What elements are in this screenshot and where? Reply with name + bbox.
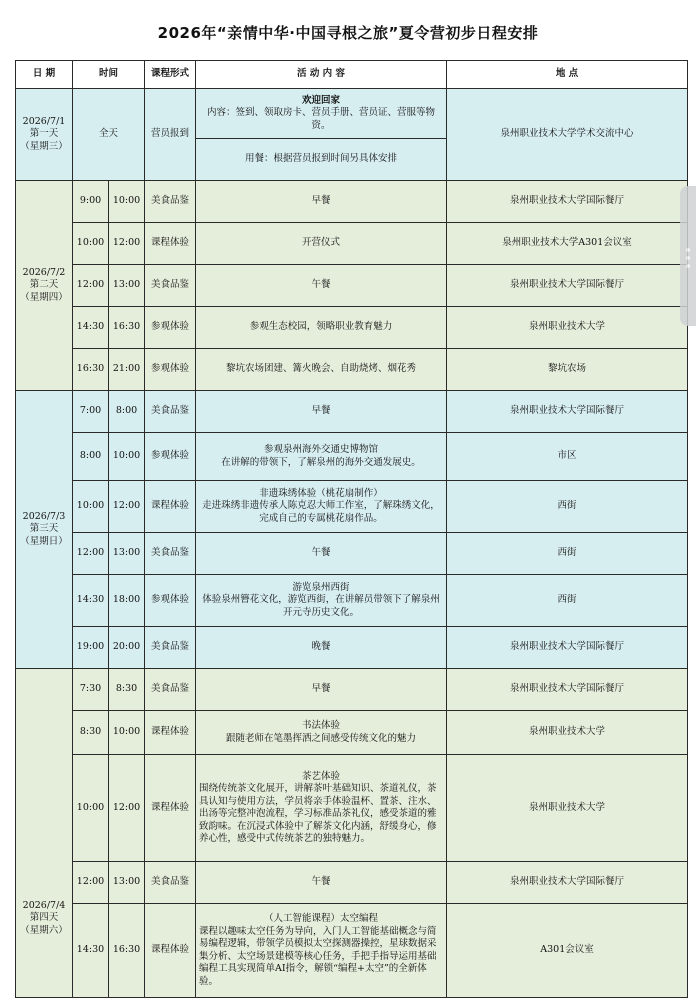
start-time: 10:00: [73, 481, 109, 533]
activity-cell: 晚餐: [196, 627, 447, 669]
format-cell: 美食品鉴: [145, 265, 196, 307]
day-cell: 2026/7/4 第四天 （星期六）: [16, 669, 73, 998]
end-time: 16:30: [109, 307, 145, 349]
activity-cell: 早餐: [196, 391, 447, 433]
format-cell: 美食品鉴: [145, 391, 196, 433]
table-row: [16, 433, 688, 481]
format-cell: 美食品鉴: [145, 627, 196, 669]
start-time: 16:30: [73, 349, 109, 391]
format-cell: 营员报到: [145, 89, 196, 181]
table-row: [16, 627, 688, 669]
header-format: 课程形式: [145, 61, 196, 89]
format-cell: 美食品鉴: [145, 862, 196, 904]
activity-cell: 非遗珠绣体验（桃花扇制作） 走进珠绣非遗传承人陈克忍大师工作室，了解珠绣文化，完成自己的专属桃花扇作品。: [196, 481, 447, 533]
start-time: 8:00: [73, 433, 109, 481]
header-location: 地 点: [447, 61, 688, 89]
location-cell: 泉州职业技术大学国际餐厅: [447, 669, 688, 711]
table-row: [16, 307, 688, 349]
end-time: 8:30: [109, 669, 145, 711]
header-time: 时间: [73, 61, 145, 89]
table-row: [16, 223, 688, 265]
location-cell: 泉州职业技术大学国际餐厅: [447, 862, 688, 904]
location-cell: 市区: [447, 433, 688, 481]
start-time: 12:00: [73, 862, 109, 904]
end-time: 10:00: [109, 181, 145, 223]
format-cell: 美食品鉴: [145, 181, 196, 223]
activity-cell: 书法体验 跟随老师在笔墨挥洒之间感受传统文化的魅力: [196, 711, 447, 755]
activity-cell: 茶艺体验 围绕传统茶文化展开，讲解茶叶基础知识、茶道礼仪，茶具认知与使用方法，学员将亲手体验温杯、置茶、注水、出汤等完整冲泡流程，学习标准品茶礼仪，感受茶道的雅致韵味。在沉浸式体验中了解茶文化内涵，舒缓身心，修养心性，感受中式传统茶艺的独特魅力。: [196, 755, 447, 862]
schedule-table: [15, 60, 688, 998]
day-cell: 2026/7/1 第一天 （星期三）: [16, 89, 73, 181]
activity-cell: 早餐: [196, 181, 447, 223]
format-cell: 参观体验: [145, 575, 196, 627]
end-time: 18:00: [109, 575, 145, 627]
table-row: [16, 349, 688, 391]
table-row: [16, 755, 688, 862]
end-time: 13:00: [109, 265, 145, 307]
grip-dot-icon: [686, 264, 690, 268]
activity-cell: 欢迎回家 内容：签到、领取房卡、营员手册、营员证、营服等物资。: [196, 89, 447, 139]
location-cell: 泉州职业技术大学国际餐厅: [447, 391, 688, 433]
format-cell: 参观体验: [145, 349, 196, 391]
start-time: 10:00: [73, 223, 109, 265]
table-row: [16, 265, 688, 307]
activity-cell: 黎坑农场团建、篝火晚会、自助烧烤、烟花秀: [196, 349, 447, 391]
end-time: 13:00: [109, 862, 145, 904]
end-time: 10:00: [109, 433, 145, 481]
end-time: 12:00: [109, 481, 145, 533]
activity-cell: 参观生态校园，领略职业教育魅力: [196, 307, 447, 349]
start-time: 14:30: [73, 307, 109, 349]
end-time: 12:00: [109, 223, 145, 265]
start-time: 14:30: [73, 904, 109, 998]
activity-cell: 早餐: [196, 669, 447, 711]
start-time: 19:00: [73, 627, 109, 669]
format-cell: 参观体验: [145, 307, 196, 349]
location-cell: 西街: [447, 533, 688, 575]
grip-dot-icon: [686, 248, 690, 252]
location-cell: A301会议室: [447, 904, 688, 998]
location-cell: 泉州职业技术大学: [447, 307, 688, 349]
table-row: [16, 575, 688, 627]
location-cell: 泉州职业技术大学: [447, 755, 688, 862]
location-cell: 泉州职业技术大学国际餐厅: [447, 265, 688, 307]
location-cell: 泉州职业技术大学学术交流中心: [447, 89, 688, 181]
table-row: [16, 89, 688, 139]
activity-cell: 午餐: [196, 862, 447, 904]
table-row: [16, 669, 688, 711]
activity-cell: 用餐：根据营员报到时间另具体安排: [196, 139, 447, 181]
table-row: [16, 711, 688, 755]
table-row: [16, 391, 688, 433]
table-row: [16, 481, 688, 533]
activity-cell: 午餐: [196, 533, 447, 575]
format-cell: 课程体验: [145, 711, 196, 755]
location-cell: 泉州职业技术大学国际餐厅: [447, 627, 688, 669]
end-time: 20:00: [109, 627, 145, 669]
end-time: 12:00: [109, 755, 145, 862]
table-row: [16, 862, 688, 904]
start-time: 10:00: [73, 755, 109, 862]
grip-dot-icon: [686, 256, 690, 260]
end-time: 13:00: [109, 533, 145, 575]
location-cell: 泉州职业技术大学: [447, 711, 688, 755]
header-activity: 活 动 内 容: [196, 61, 447, 89]
header-date: 日 期: [16, 61, 73, 89]
end-time: 8:00: [109, 391, 145, 433]
table-row: [16, 181, 688, 223]
location-cell: 西街: [447, 481, 688, 533]
format-cell: 课程体验: [145, 223, 196, 265]
start-time: 8:30: [73, 711, 109, 755]
format-cell: 参观体验: [145, 433, 196, 481]
format-cell: 美食品鉴: [145, 533, 196, 575]
end-time: 21:00: [109, 349, 145, 391]
start-time: 7:30: [73, 669, 109, 711]
activity-cell: 游览泉州西街 体验泉州簪花文化，游览西街，在讲解员带领下了解泉州开元寺历史文化。: [196, 575, 447, 627]
scrollbar-handle[interactable]: [680, 186, 696, 326]
location-cell: 泉州职业技术大学A301会议室: [447, 223, 688, 265]
location-cell: 西街: [447, 575, 688, 627]
start-time: 12:00: [73, 265, 109, 307]
format-cell: 课程体验: [145, 755, 196, 862]
location-cell: 黎坑农场: [447, 349, 688, 391]
time-cell: 全天: [73, 89, 145, 181]
location-cell: 泉州职业技术大学国际餐厅: [447, 181, 688, 223]
format-cell: 美食品鉴: [145, 669, 196, 711]
activity-cell: 午餐: [196, 265, 447, 307]
page-title: 2026年“亲情中华·中国寻根之旅”夏令营初步日程安排: [157, 24, 539, 42]
start-time: 14:30: [73, 575, 109, 627]
start-time: 9:00: [73, 181, 109, 223]
start-time: 12:00: [73, 533, 109, 575]
activity-cell: 开营仪式: [196, 223, 447, 265]
format-cell: 课程体验: [145, 481, 196, 533]
day-cell: 2026/7/2 第二天 （星期四）: [16, 181, 73, 391]
table-row: [16, 533, 688, 575]
activity-cell: 参观泉州海外交通史博物馆 在讲解的带领下，了解泉州的海外交通发展史。: [196, 433, 447, 481]
start-time: 7:00: [73, 391, 109, 433]
table-row: [16, 904, 688, 998]
activity-cell: （人工智能课程）太空编程 课程以趣味太空任务为导向，入门人工智能基础概念与简易编程逻辑，带领学员模拟太空探测器操控，星球数据采集分析、太空场景建模等核心任务，手把手指导运用基础编程工具实现简单AI指令，解锁“编程+太空”的全新体验。: [196, 904, 447, 998]
day-cell: 2026/7/3 第三天 （星期日）: [16, 391, 73, 669]
end-time: 10:00: [109, 711, 145, 755]
end-time: 16:30: [109, 904, 145, 998]
format-cell: 课程体验: [145, 904, 196, 998]
